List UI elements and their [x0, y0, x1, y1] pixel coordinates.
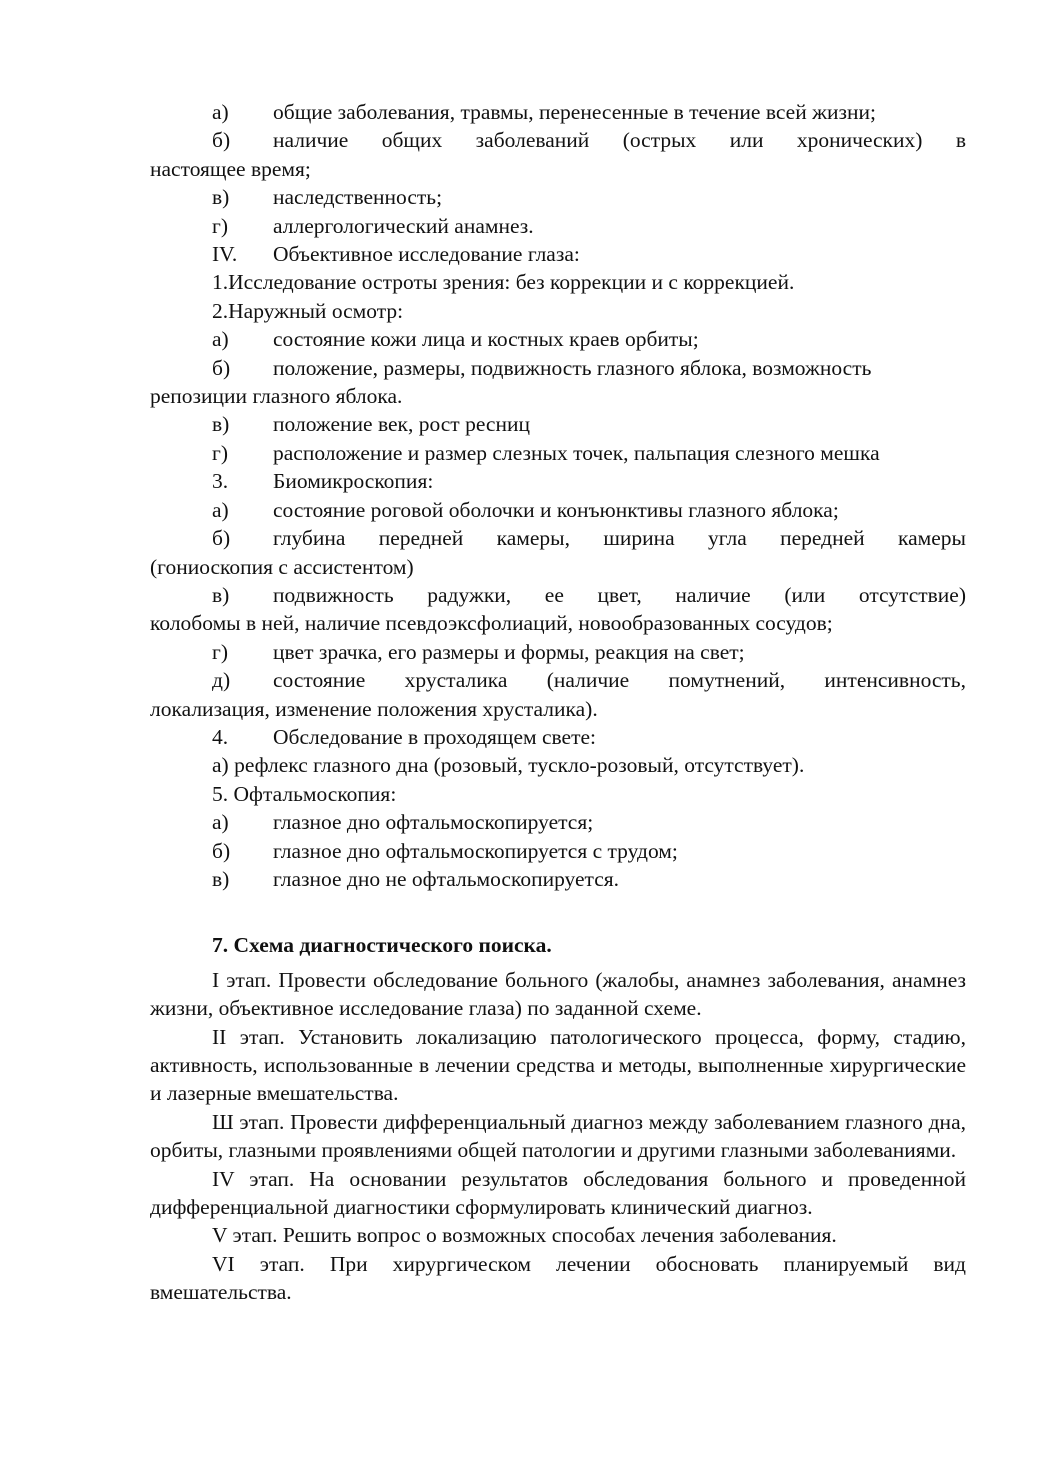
list-text: Биомикроскопия:	[273, 469, 434, 494]
list-text: цвет зрачка, его размеры и формы, реакция на свет;	[273, 639, 745, 664]
list-item	[150, 325, 966, 353]
list-marker: д)	[212, 668, 231, 693]
list-item	[150, 808, 966, 836]
list-continuation: (гониоскопия с ассистентом)	[150, 554, 414, 579]
list-text: Обследование в проходящем свете:	[273, 724, 597, 749]
text-line: 1.Исследование остроты зрения: без коррекции и с коррекцией.	[212, 270, 795, 295]
list-marker: г)	[212, 639, 228, 664]
document-page	[150, 98, 966, 1307]
stage-paragraph: V этап. Решить вопрос о возможных способах лечения заболевания.	[212, 1223, 837, 1248]
list-text: глазное дно не офтальмоскопируется.	[273, 866, 620, 891]
list-text: общие заболевания, травмы, перенесенные в течение всей жизни;	[273, 100, 876, 124]
list-item	[150, 524, 966, 552]
section-heading: 7. Схема диагностического поиска.	[212, 933, 552, 958]
list-continuation: локализация, изменение положения хрусталика).	[150, 696, 598, 721]
list-item	[150, 240, 966, 268]
list-continuation: репозиции глазного яблока.	[150, 384, 403, 409]
list-marker: в)	[212, 412, 230, 437]
list-text: положение, размеры, подвижность глазного яблока, возможность	[273, 355, 872, 380]
list-marker: 3.	[212, 469, 229, 494]
list-item	[150, 581, 966, 609]
list-marker: а)	[212, 497, 229, 522]
list-item	[150, 212, 966, 240]
list-text: наследственность;	[273, 185, 443, 210]
list-continuation: колобомы в ней, наличие псевдоэксфолиаций, новообразованных сосудов;	[150, 611, 833, 636]
text-line: 5. Офтальмоскопия:	[212, 781, 397, 806]
list-text: состояние кожи лица и костных краев орбиты;	[273, 327, 699, 352]
list-text: состояние хрусталика (наличие помутнений, интенсивность,	[273, 668, 966, 693]
list-item	[150, 837, 966, 865]
list-text: аллергологический анамнез.	[273, 213, 534, 238]
list-item	[150, 410, 966, 438]
list-marker: а)	[212, 327, 229, 352]
list-marker: а)	[212, 100, 229, 124]
list-marker: в)	[212, 866, 230, 891]
list-marker: г)	[212, 213, 228, 238]
list-continuation: настоящее время;	[150, 156, 311, 181]
list-item	[150, 723, 966, 751]
list-marker: б)	[212, 526, 231, 551]
list-item	[150, 126, 966, 154]
list-text: наличие общих заболеваний (острых или хронических) в	[273, 128, 966, 153]
list-marker: IV.	[212, 242, 238, 267]
list-item	[150, 638, 966, 666]
text-line: а) рефлекс глазного дна (розовый, тускло-розовый, отсутствует).	[212, 753, 805, 778]
list-text: расположение и размер слезных точек, пальпация слезного мешка	[273, 440, 880, 465]
list-text: глубина передней камеры, ширина угла передней камеры	[273, 526, 966, 551]
list-marker: а)	[212, 810, 229, 835]
list-item	[150, 98, 966, 126]
list-item	[150, 439, 966, 467]
list-text: подвижность радужки, ее цвет, наличие (или отсутствие)	[273, 582, 966, 607]
list-marker: в)	[212, 185, 230, 210]
list-marker: 4.	[212, 724, 229, 749]
list-text: Объективное исследование глаза:	[273, 242, 580, 267]
list-marker: б)	[212, 128, 231, 153]
list-item	[150, 354, 966, 382]
list-marker: в)	[212, 582, 230, 607]
list-text: глазное дно офтальмоскопируется;	[273, 810, 594, 835]
list-item	[150, 183, 966, 211]
list-marker: б)	[212, 838, 231, 863]
list-item	[150, 865, 966, 893]
list-item	[150, 467, 966, 495]
stage-paragraph: II этап. Установить локализацию патологического процесса, форму, стадию, активность, использованные в лечении средства и методы, выполненные хирургические и лазерные вмешательства.	[150, 1024, 966, 1106]
text-line: 2.Наружный осмотр:	[212, 298, 404, 323]
stage-paragraph: IV этап. На основании результатов обследования больного и проведенной дифференциальной диагностики сформулировать клинический диагноз.	[150, 1166, 966, 1220]
list-item	[150, 666, 966, 694]
list-marker: б)	[212, 355, 231, 380]
stage-paragraph: Ш этап. Провести дифференциальный диагноз между заболеванием глазного дна, орбиты, глазными проявлениями общей патологии и другими глазными заболеваниями.	[150, 1109, 966, 1163]
list-text: состояние роговой оболочки и конъюнктивы глазного яблока;	[273, 497, 839, 522]
stage-paragraph: VI этап. При хирургическом лечении обосновать планируемый вид вмешательства.	[150, 1251, 966, 1305]
list-text: глазное дно офтальмоскопируется с трудом;	[273, 838, 678, 863]
list-text: положение век, рост ресниц	[273, 412, 530, 437]
list-marker: г)	[212, 440, 228, 465]
stage-paragraph: I этап. Провести обследование больного (жалобы, анамнез заболевания, анамнез жизни, объективное исследование глаза) по заданной схеме.	[150, 967, 966, 1021]
list-item	[150, 496, 966, 524]
